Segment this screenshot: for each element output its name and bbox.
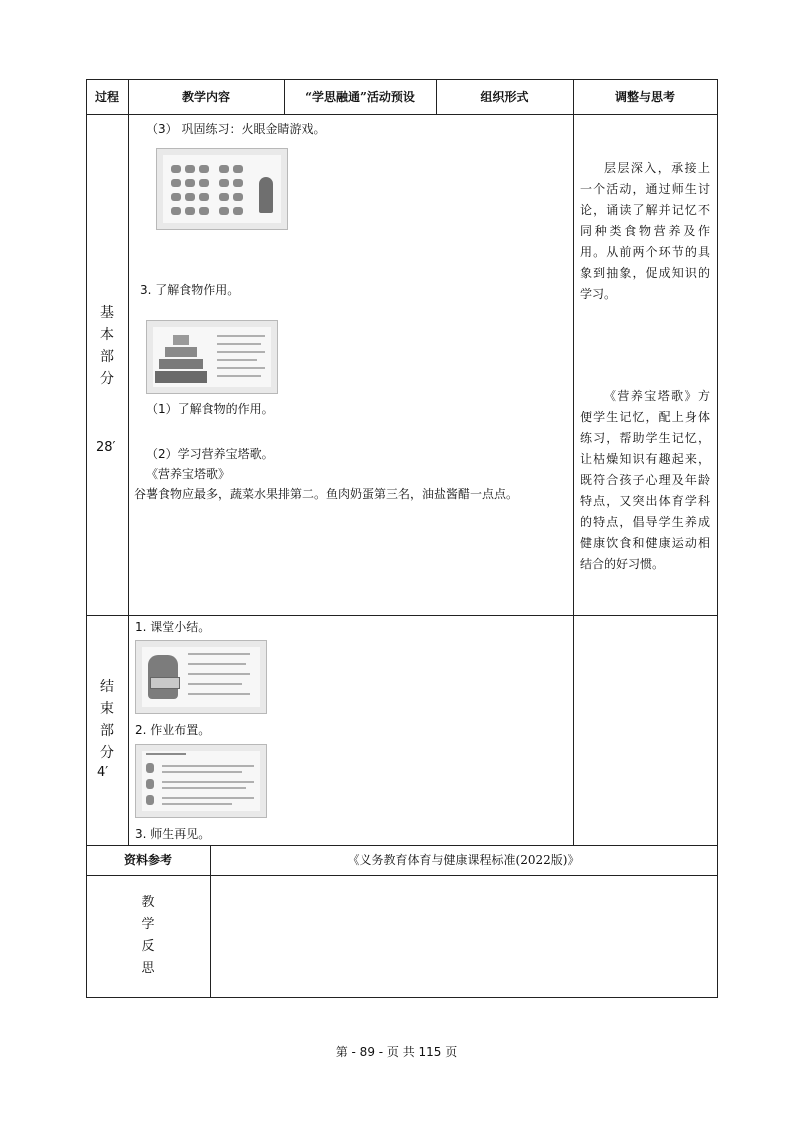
song-lyrics: 谷薯食物应最多，蔬菜水果排第二。鱼肉奶蛋第三名，油盐酱醋一点点。	[134, 487, 519, 501]
basic-section-label: 基 本 部 分	[100, 305, 114, 387]
basic-section-time: 28′	[96, 440, 116, 455]
food-game-slide-image	[156, 148, 288, 230]
references-label: 资料参考	[123, 853, 172, 867]
header-organization: 组织形式	[480, 90, 529, 104]
item-consolidation-practice: （3） 巩固练习：火眼金睛游戏。	[146, 122, 326, 136]
class-summary-slide-image	[135, 640, 267, 714]
section-food-function: 3. 了解食物作用。	[140, 283, 240, 297]
teaching-reflection-label: 教 学 反 思	[141, 895, 155, 976]
page-number: 第 - 89 - 页 共 115 页	[335, 1045, 458, 1059]
homework-slide-image	[135, 744, 267, 818]
sub-learn-pyramid-song: （2）学习营养宝塔歌。	[146, 447, 274, 461]
item-goodbye: 3. 师生再见。	[135, 827, 211, 841]
header-content: 教学内容	[181, 90, 230, 104]
header-process: 过程	[94, 90, 119, 104]
sub-understand-food-function: （1）了解食物的作用。	[146, 402, 274, 416]
references-value: 《义务教育体育与健康课程标准(2022版)》	[347, 853, 580, 867]
item-homework: 2. 作业布置。	[135, 723, 211, 737]
header-reflection: 调整与思考	[614, 90, 675, 104]
end-section-time: 4′	[97, 765, 109, 780]
song-title: 《营养宝塔歌》	[146, 467, 231, 481]
header-activity: “学思融通”活动预设	[305, 90, 415, 104]
end-section-label: 结 束 部 分	[100, 679, 114, 761]
reflection-text-2: 《营养宝塔歌》方便学生记忆，配上身体练习，帮助学生记忆，让枯燥知识有趣起来，既符合孩子心理及年龄特点，又突出体育学科的特点，倡导学生养成健康饮食和健康运动相结合的好习惯。	[580, 389, 710, 571]
reflection-text-1: 层层深入，承接上一个活动，通过师生讨论，诵读了解并记忆不同种类食物营养及作用。从前两个环节的具象到抽象，促成知识的学习。	[580, 161, 710, 301]
food-pyramid-slide-image	[146, 320, 278, 394]
item-class-summary: 1. 课堂小结。	[135, 620, 211, 634]
